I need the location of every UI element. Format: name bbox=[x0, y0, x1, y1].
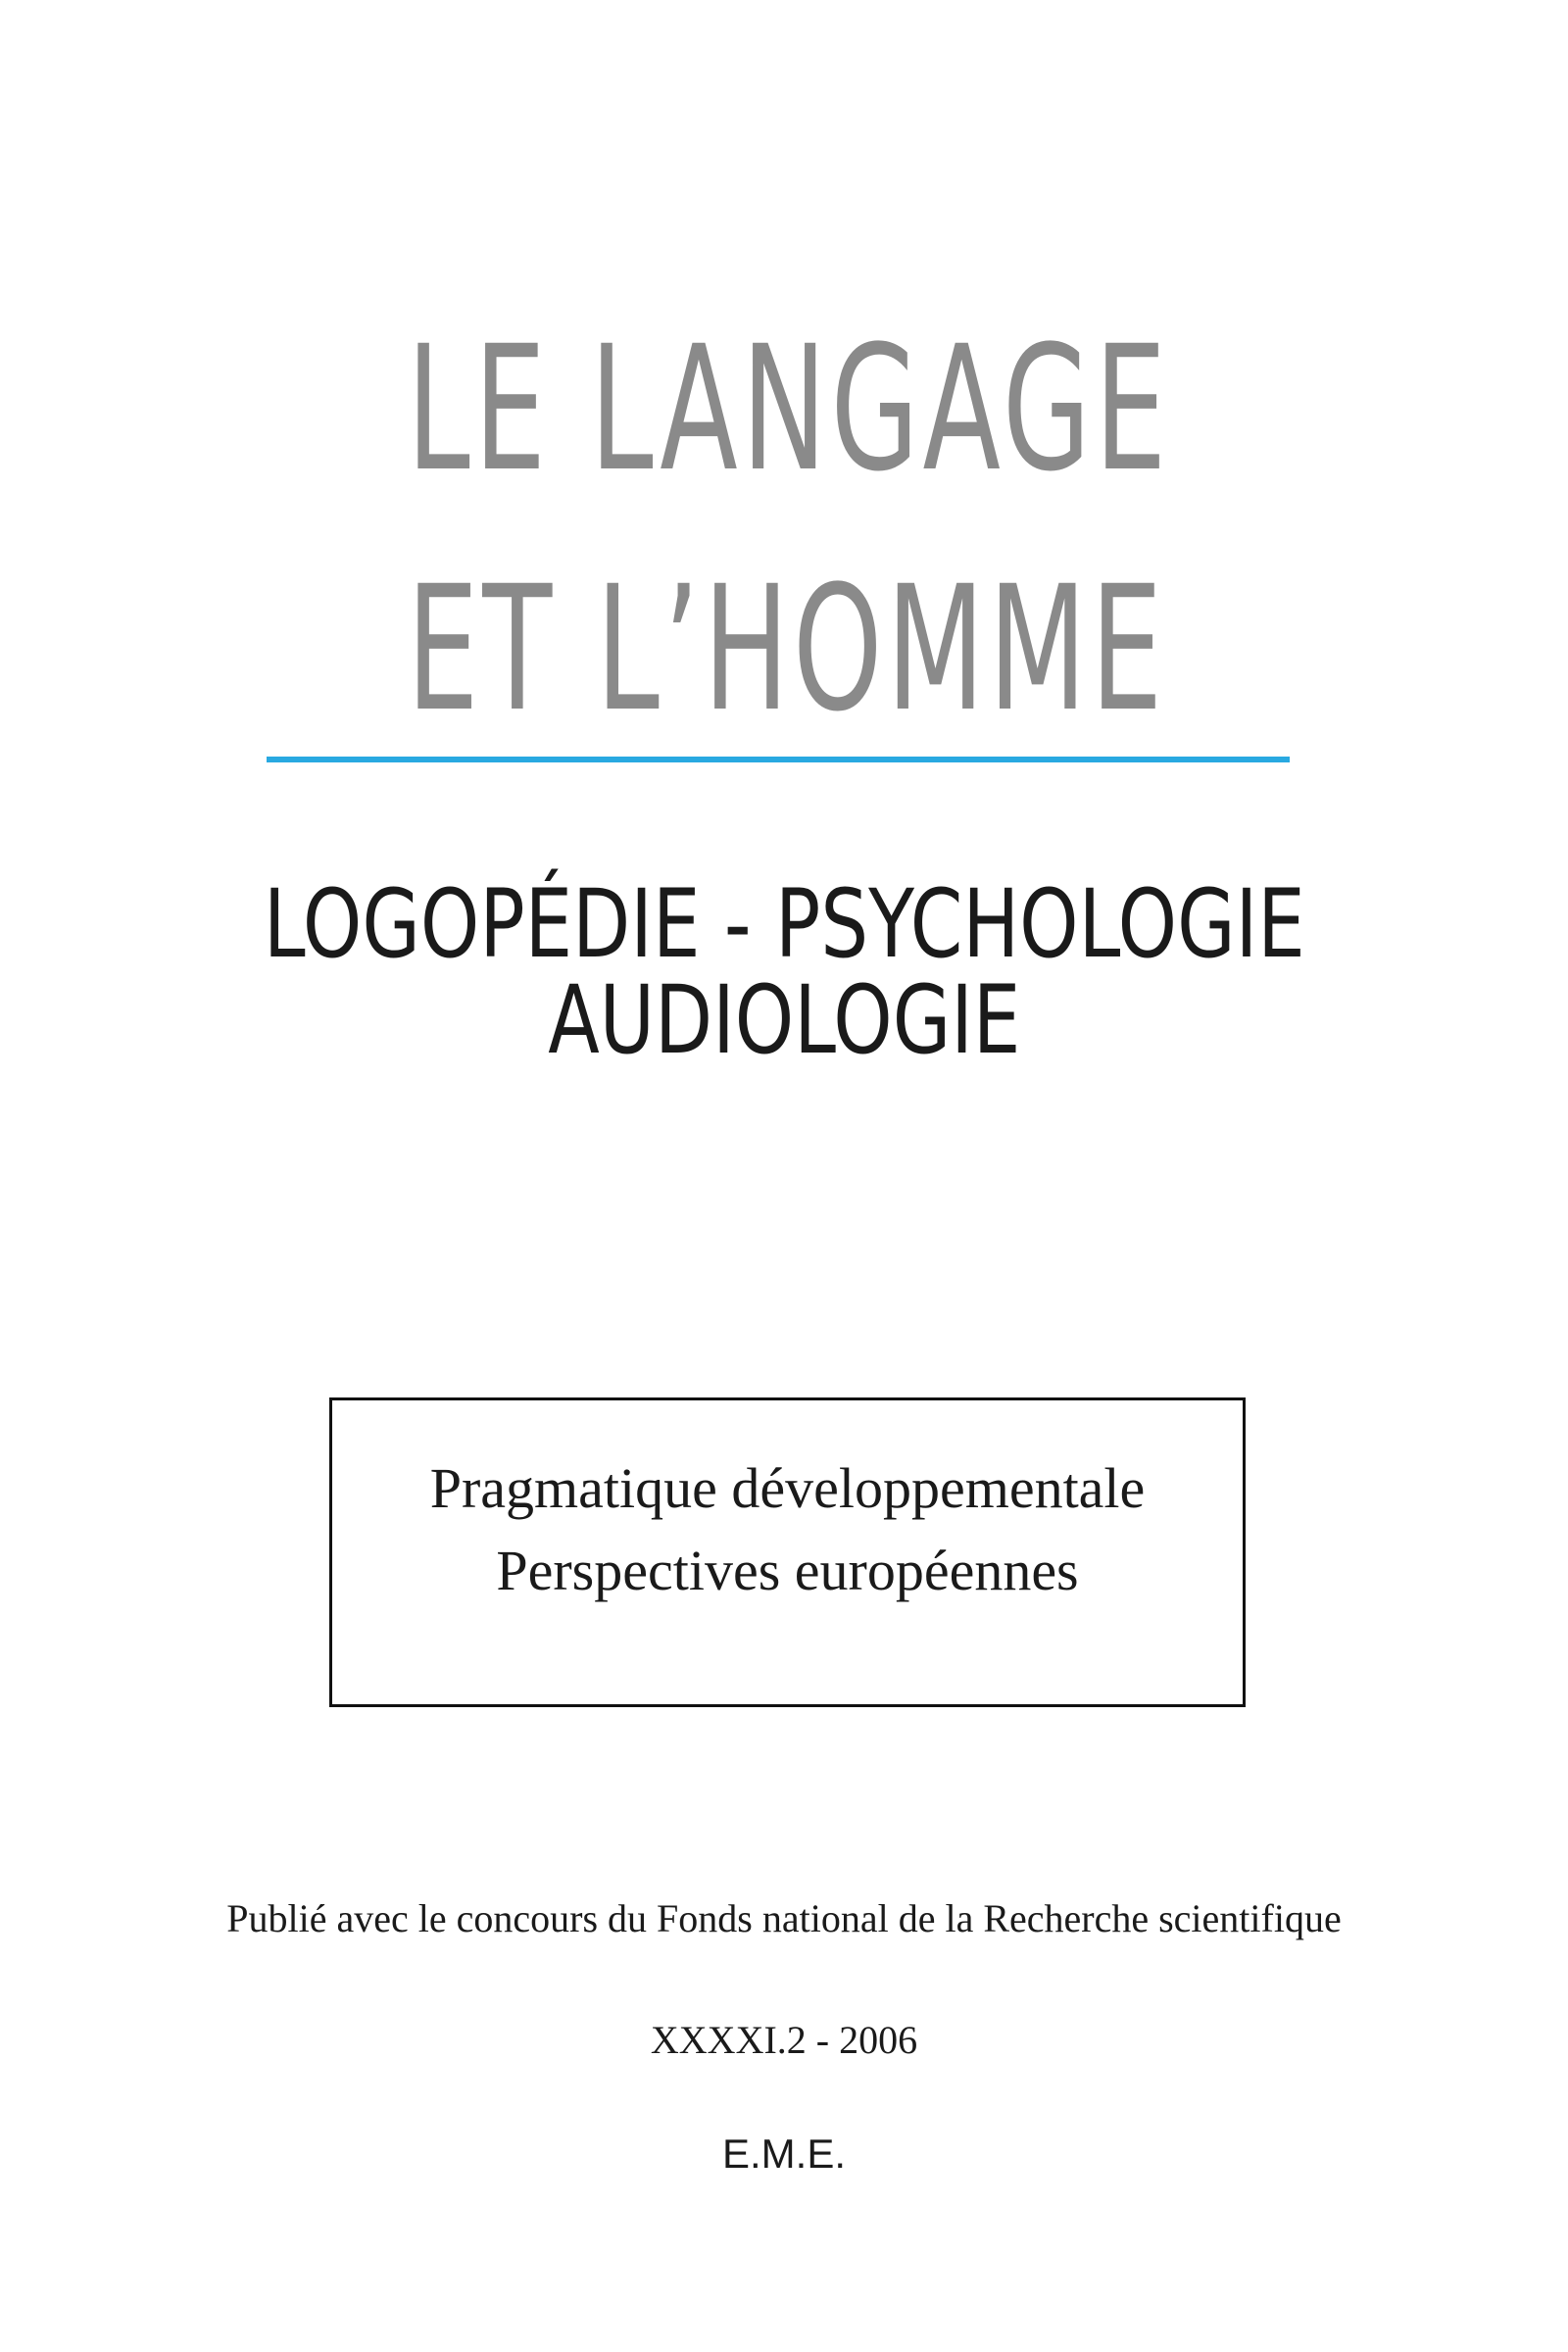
publisher-name: E.M.E. bbox=[721, 2131, 847, 2177]
journal-title-line-2: ET L’HOMME bbox=[407, 549, 1167, 750]
disciplines-line-1 bbox=[0, 869, 1568, 979]
title-divider-rule bbox=[267, 757, 1290, 762]
disciplines-line-1-text: LOGOPÉDIE - PSYCHOLOGIE bbox=[263, 869, 1305, 979]
disciplines-line-2-text: AUDIOLOGIE bbox=[547, 965, 1021, 1075]
issue-number: XXXXI.2 - 2006 bbox=[650, 2018, 918, 2062]
disciplines-line-2 bbox=[0, 965, 1568, 1075]
issue-theme-line-2: Perspectives européennes bbox=[496, 1539, 1079, 1602]
issue-theme-box bbox=[329, 1397, 1246, 1707]
funding-note: Publié avec le concours du Fonds national de la Recherche scientifique bbox=[226, 1896, 1342, 1940]
journal-title-line-1: LE LANGAGE bbox=[407, 309, 1171, 510]
issue-theme-line-1: Pragmatique développementale bbox=[429, 1456, 1146, 1520]
